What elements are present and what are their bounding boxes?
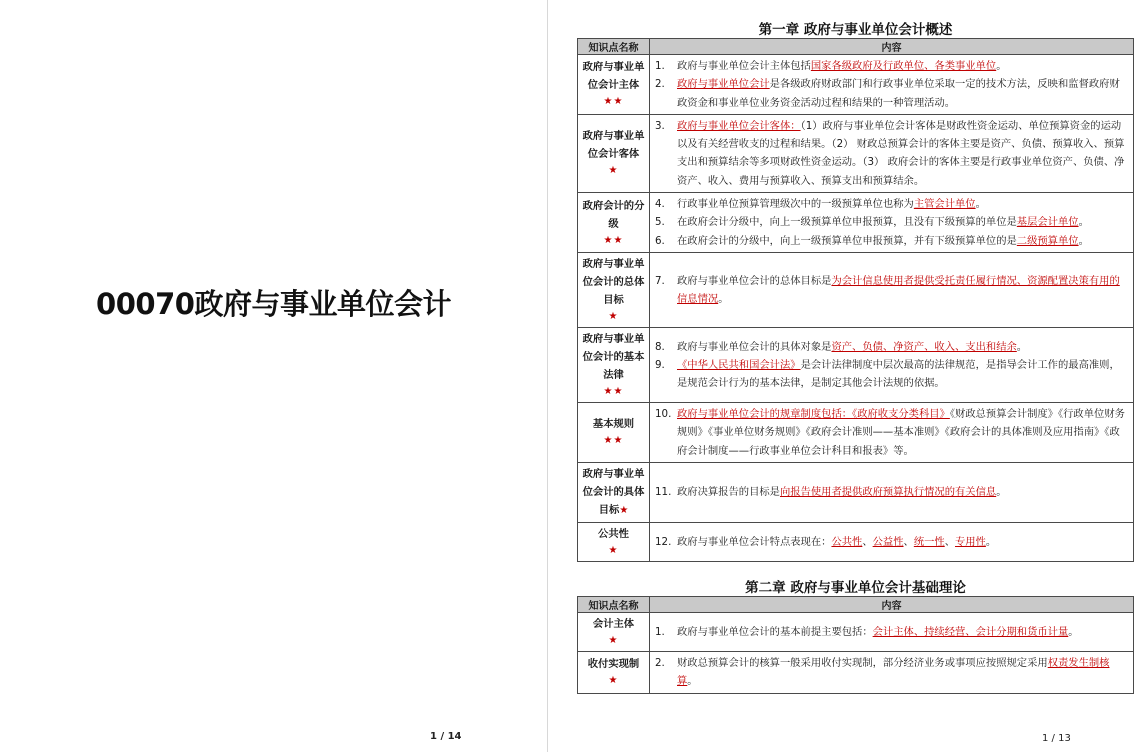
item-number: 2. [655,657,665,669]
knowledge-point-name: 公共性 [598,527,629,540]
item-text [677,75,1127,112]
item-text [677,405,1127,460]
knowledge-point-name: 政府与事业单位会计的总体目标 [582,257,645,306]
header-content: 内容 [650,597,1134,613]
content-cell [650,193,1134,253]
item-number: 3. [655,119,665,132]
item-text [677,654,1127,691]
list-item [655,232,1127,250]
highlighted-key-phrase: 政府与事业单位会计的规章制度包括：《政府收支分类科目》 [677,407,950,420]
knowledge-point-name: 会计主体 [592,618,635,630]
list-item [655,117,1127,190]
table-row [578,613,1134,652]
text-fragment: 、 [862,535,873,548]
highlighted-key-phrase: 政府与事业单位会计 [677,78,770,91]
highlighted-key-phrase: 主管会计单位 [913,198,976,211]
importance-stars: ★★ [603,385,624,397]
importance-stars: ★★ [603,234,624,246]
item-number: 1. [655,60,665,72]
content-cell [650,252,1134,327]
highlighted-key-phrase: 公共性 [831,535,863,548]
knowledge-point-cell [578,462,650,522]
left-page [0,0,547,752]
text-fragment: 在政府会计分级中，向上一级预算单位申报预算，且没有下级预算的单位是 [677,216,1017,229]
item-number: 10. [655,407,672,420]
content-cell [650,522,1134,561]
item-number: 4. [655,198,665,211]
highlighted-key-phrase: 公益性 [872,535,904,548]
item-number: 2. [655,78,665,91]
knowledge-point-cell [578,193,650,253]
item-number: 7. [655,274,665,287]
chapter-1-title: 第一章 政府与事业单位会计概述 [758,22,953,38]
content-cell [650,402,1134,462]
text-fragment: 政府与事业单位会计特点表现在： [677,535,832,548]
knowledge-point-cell [578,55,650,115]
highlighted-key-phrase: 政府与事业单位会计客体： [677,119,801,132]
header-content: 内容 [650,39,1134,55]
text-fragment: 是各级政府财政部门和行政事业单位采取一定的技术方法，反映和监督政府财政资金和事业单位业务资金活动过程和结果的一种管理活动。 [677,78,1120,109]
text-fragment: 。 [985,535,997,548]
text-fragment: 政府与事业单位会计的具体对象是 [677,340,832,353]
text-fragment: 。 [1078,234,1089,247]
knowledge-point-name: 政府会计的分级 [582,199,645,230]
importance-stars: ★★ [603,435,624,447]
text-fragment: 政府与事业单位会计主体包括 [677,60,811,72]
item-text [677,272,1127,309]
text-fragment: 。 [1016,340,1028,353]
knowledge-point-cell [578,402,650,462]
list-item [655,483,1127,501]
content-cell [650,462,1134,522]
list-item [655,405,1127,460]
table-row [578,55,1134,115]
highlighted-key-phrase: 为会计信息使用者提供受托责任履行情况、资源配置决策有用的信息情况 [677,274,1120,305]
text-fragment: 在政府会计的分级中，向上一级预算单位申报预算，并有下级预算单位的是 [677,234,1017,247]
text-fragment: 。 [996,486,1007,499]
document-title: 00070政府与事业单位会计 [96,287,451,321]
highlighted-key-phrase: 《中华人民共和国会计法》 [677,358,801,371]
highlighted-key-phrase: 向报告使用者提供政府预算执行情况的有关信息 [779,486,997,499]
list-item [655,654,1127,691]
table-row [578,114,1134,192]
knowledge-point-cell [578,327,650,402]
item-number: 1. [655,625,665,638]
right-page [548,0,1148,752]
header-knowledge-point: 知识点名称 [578,597,650,613]
list-item [655,213,1127,231]
table-row [578,327,1134,402]
importance-stars: ★ [608,675,619,687]
knowledge-point-name: 政府与事业单位会计客体 [582,130,645,161]
knowledge-point-cell [578,114,650,192]
item-text [677,356,1127,393]
list-item [655,195,1127,213]
content-cell [650,613,1134,652]
item-text [677,232,1127,250]
item-number: 8. [655,340,665,353]
list-item [655,75,1127,112]
importance-stars: ★ [608,165,619,177]
list-item [655,356,1127,393]
chapter-2-table [577,596,1134,694]
content-cell [650,55,1134,115]
text-fragment: 行政事业单位预算管理级次中的一级预算单位也称为 [677,198,914,211]
highlighted-key-phrase: 基层会计单位 [1016,216,1079,229]
item-text [677,623,1127,641]
list-item [655,57,1127,75]
text-fragment: 财政总预算会计的核算一般采用收付实现制，部分经济业务或事项应按照规定采用 [677,657,1048,669]
highlighted-key-phrase: 统一性 [913,535,945,548]
list-item [655,338,1127,356]
text-fragment: 。 [1068,625,1079,638]
table-header-row [578,597,1134,613]
item-text [677,213,1127,231]
highlighted-key-phrase: 会计主体、持续经营、会计分期和货币计量 [872,625,1069,638]
chapter-1-table [577,38,1134,562]
highlighted-key-phrase: 国家各级政府及行政单位、各类事业单位 [810,60,997,72]
table-row [578,522,1134,561]
text-fragment: 政府决算报告的目标是 [677,486,780,499]
text-fragment: 。 [718,292,729,305]
knowledge-point-name: 政府与事业单位会计的基本法律 [582,332,645,381]
chapter-2-title: 第二章 政府与事业单位会计基础理论 [745,580,966,596]
table-row [578,193,1134,253]
table-row [578,402,1134,462]
knowledge-point-cell [578,252,650,327]
text-fragment: 政府与事业单位会计的基本前提主要包括： [677,625,873,638]
item-text [677,533,1127,551]
item-number: 5. [655,216,665,229]
text-fragment: 、 [944,535,956,548]
text-fragment: 、 [903,535,914,548]
text-fragment: 。 [996,60,1007,72]
content-cell [650,652,1134,694]
importance-stars: ★ [608,544,619,556]
list-item [655,272,1127,309]
table-row [578,462,1134,522]
text-fragment: 《财政总预算会计制度》《行政单位财务规则》《事业单位财务规则》《政府会计准则——基本准则》《政府会计的具体准则及应用指南》《政府会计制度——行政事业单位会计科目和报表》等。 [677,407,1125,457]
knowledge-point-name: 政府与事业单位会计主体 [582,61,645,92]
item-number: 6. [655,234,665,247]
knowledge-point-name: 收付实现制 [587,658,640,671]
left-page-number: 1 / 14 [430,731,462,742]
text-fragment: 。 [1078,216,1089,229]
knowledge-point-name: 政府与事业单位会计的具体目标 [582,467,645,516]
importance-stars: ★ [608,310,619,322]
text-fragment: 政府与事业单位会计的总体目标是 [677,274,832,287]
content-cell [650,114,1134,192]
table-header-row [578,39,1134,55]
item-text [677,117,1127,190]
list-item [655,623,1127,641]
knowledge-point-cell [578,522,650,561]
text-fragment: 。 [687,675,698,688]
item-text [677,338,1127,356]
table-row [578,252,1134,327]
item-number: 12. [655,535,672,548]
highlighted-key-phrase: 二级预算单位 [1016,234,1079,247]
text-fragment: 。 [975,198,986,211]
knowledge-point-cell [578,652,650,694]
item-text [677,483,1127,501]
knowledge-point-name: 基本规则 [592,418,635,431]
table-row [578,652,1134,694]
item-text [677,57,1127,75]
right-page-number: 1 / 13 [1042,733,1071,744]
content-cell [650,327,1134,402]
header-knowledge-point: 知识点名称 [578,39,650,55]
list-item [655,533,1127,551]
highlighted-key-phrase: 资产、负债、净资产、收入、支出和结余 [831,340,1017,353]
item-number: 11. [655,486,672,499]
item-text [677,195,1127,213]
importance-stars: ★ [619,504,629,516]
highlighted-key-phrase: 权责发生制核算 [677,657,1110,688]
highlighted-key-phrase: 专用性 [955,535,986,548]
importance-stars: ★ [608,635,619,646]
item-number: 9. [655,358,665,371]
text-fragment: 是会计法律制度中层次最高的法律规范，是指导会计工作的最高准则，是规范会计行为的基本法律，是制定其他会计法规的依据。 [677,358,1120,390]
text-fragment: （1）政府与事业单位会计客体是财政性资金运动、单位预算资金的运动以及有关经营收支的过程和结果。（2） 财政总预算会计的客体主要是资产、负债、预算收入、预算支出和预算结余等多项财政性资金运动。（3） 政府会计的客体主要是行政事业单位资产、负债、净资产、收入、费用与预算收入、预算支出和预算结余。 [677,119,1125,187]
knowledge-point-cell [578,613,650,652]
importance-stars: ★★ [603,96,624,108]
